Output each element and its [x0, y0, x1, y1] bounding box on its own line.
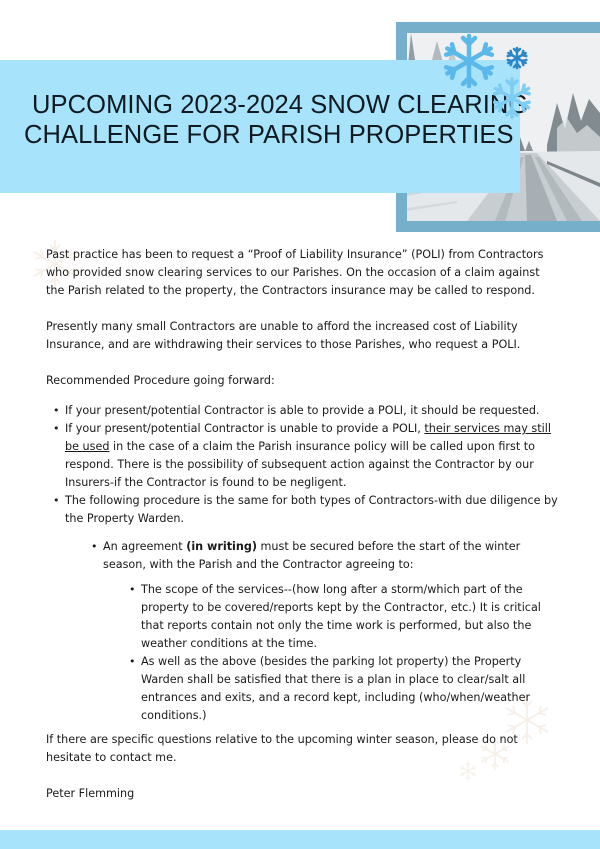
procedure-list: [65, 402, 558, 528]
list-item: • The following procedure is the same for both types of Contractors-with due diligence by the Property Warden.: [65, 492, 558, 528]
page-title: [24, 90, 528, 150]
list-item: • If your present/potential Contractor is able to provide a POLI, it should be requested.: [65, 402, 558, 420]
signature: Peter Flemming: [46, 787, 135, 800]
snowflake-icon-medium: [490, 76, 534, 120]
snowflake-icon-small: [505, 46, 529, 70]
letter-body: [46, 246, 558, 821]
bold-text: (in writing): [186, 540, 257, 553]
paragraph-recommended-procedure: Recommended Procedure going forward:: [46, 374, 275, 387]
title-line-2: CHALLENGE FOR PARISH PROPERTIES: [24, 121, 514, 149]
agreement-terms-list: [141, 581, 558, 725]
list-item-text: in the case of a claim the Parish insurance policy will be called upon first to respond. There is the possibility of subsequent action against the Contractor by our Insurers-if the Contractor is found to be negligent.: [65, 440, 535, 489]
list-item-text: An agreement: [103, 540, 187, 553]
underlined-text: their services may still be used: [65, 422, 551, 453]
title-line-1: UPCOMING 2023-2024 SNOW CLEARING: [32, 91, 529, 119]
list-item-text: If your present/potential Contractor is unable to provide a POLI,: [65, 422, 425, 435]
paragraph-presently: Presently many small Contractors are unable to afford the increased cost of Liability Insurance, and are withdrawing their services to those Parishes, who request a POLI.: [46, 320, 521, 351]
footer-bar: [0, 830, 600, 849]
agreement-list: [103, 538, 558, 574]
list-item: • As well as the above (besides the parking lot property) the Property Warden shall be satisfied that there is a plan in place to clear/salt all entrances and exits, and a record kept, including (who/when/weather conditions.): [141, 653, 558, 725]
list-item: • The scope of the services--(how long after a storm/which part of the property to be covered/reports kept by the Contractor, etc.) It is critical that reports contain not only the time work is performed, but also the weather conditions at the time.: [141, 581, 558, 653]
list-item-text: must be secured before the start of the winter season, with the Parish and the Contractor agreeing to:: [103, 540, 521, 571]
paragraph-past-practice: Past practice has been to request a “Proof of Liability Insurance” (POLI) from Contractors who provided snow clearing services to our Parishes. On the occasion of a claim against the Parish related to the property, the Contractors insurance may be called to respond.: [46, 248, 544, 297]
closing-paragraph: If there are specific questions relative to the upcoming winter season, please do not hesitate to contact me.: [46, 733, 518, 764]
list-item: [65, 420, 558, 492]
list-item: [103, 538, 558, 574]
